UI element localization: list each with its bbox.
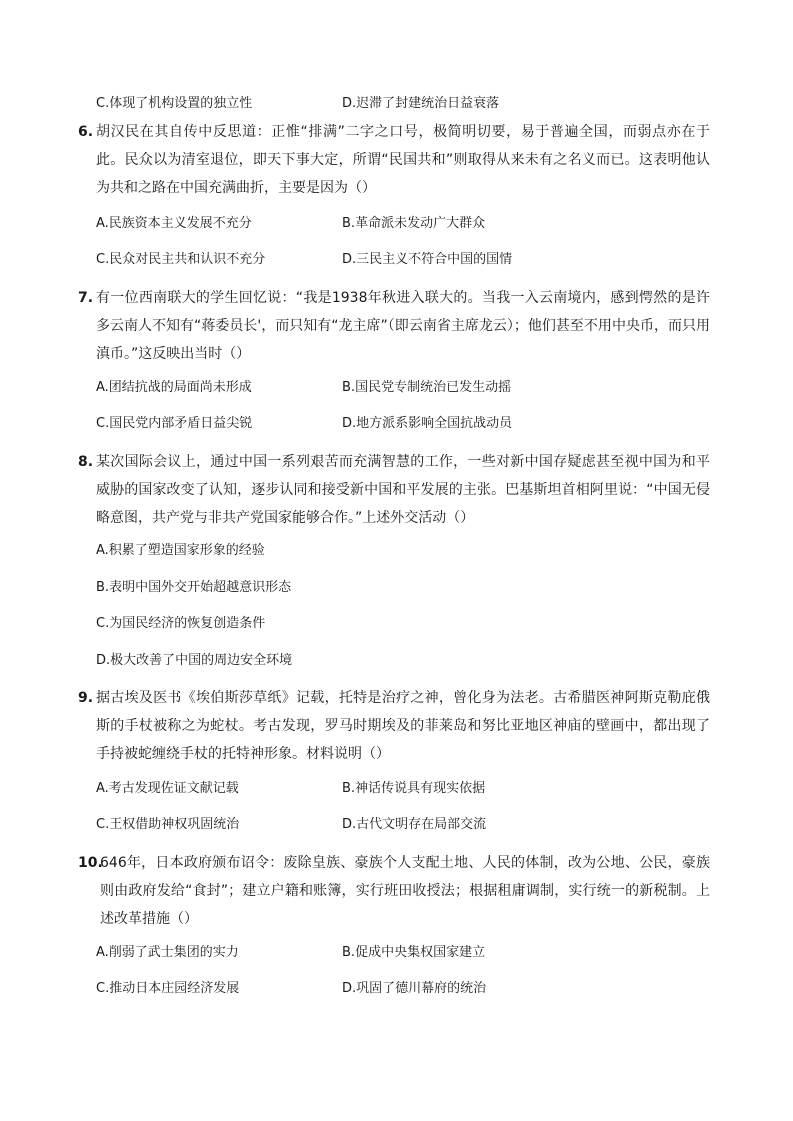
- question-stem: 有一位西南联大的学生回忆说：“我是1938年秋进入联大的。当我一入云南境内，感到愕然的是许多云南人不知有“蒋委员长'，而只知有“龙主席”（即云南省主席龙云）；他们甚至不用中央币，而只用滇币。”这反映出当时（）: [96, 290, 710, 362]
- q9-option-b: B.神话传说具有现实依据: [342, 781, 486, 796]
- question-stem: 据古埃及医书《埃伯斯莎草纸》记载，托特是治疗之神，曾化身为法老。古希腊医神阿斯克勒庇俄斯的手杖被称之为蛇杖。考古发现，罗马时期埃及的菲莱岛和努比亚地区神庙的壁画中，都出现了手持被蛇缠绕手杖的托特神形象。材料说明（）: [96, 690, 710, 762]
- q9-options-row-cd: [96, 813, 716, 837]
- q5-option-c: C.体现了机构设置的独立性: [96, 96, 253, 111]
- q10-option-a: A.削弱了武士集团的实力: [96, 945, 239, 960]
- question-10: [78, 849, 710, 933]
- q10-option-d: D.巩固了德川幕府的统治: [342, 981, 487, 996]
- q7-option-d: D.地方派系影响全国抗战动员: [342, 416, 513, 431]
- question-8: [78, 448, 710, 532]
- q8-option-d: D.极大改善了中国的周边安全环境: [96, 653, 293, 668]
- q7-option-b: B.国民党专制统治已发生动摇: [342, 380, 512, 395]
- q10-option-b: B.促成中央集权国家建立: [342, 945, 486, 960]
- q7-option-a: A.团结抗战的局面尚未形成: [96, 380, 252, 395]
- q9-options-row-ab: [96, 777, 716, 801]
- q7-option-c: C.国民党内部矛盾日益尖锐: [96, 416, 253, 431]
- question-6: [78, 118, 710, 202]
- q8-option-b: B.表明中国外交开始超越意识形态: [96, 580, 292, 595]
- q5-options-row-cd: [96, 92, 716, 116]
- question-number: 10.: [78, 855, 103, 871]
- q9-option-d: D.古代文明存在局部交流: [342, 817, 487, 832]
- q9-option-a: A.考古发现佐证文献记载: [96, 781, 239, 796]
- q6-option-c: C.民众对民主共和认识不充分: [96, 252, 266, 267]
- q10-options-row-ab: [96, 941, 716, 965]
- q10-option-c: C.推动日本庄园经济发展: [96, 981, 240, 996]
- question-stem: 某次国际会议上，通过中国一系列艰苦而充满智慧的工作，一些对新中国存疑虑甚至视中国为和平威胁的国家改变了认知，逐步认同和接受新中国和平发展的主张。巴基斯坦首相阿里说：“中国无侵略意图，共产党与非共产党国家能够合作。”上述外交活动（）: [96, 454, 710, 526]
- q5-option-d: D.迟滞了封建统治日益衰落: [342, 96, 500, 111]
- q8-option-a: A.积累了塑造国家形象的经验: [96, 543, 265, 558]
- q9-option-c: C.王权借助神权巩固统治: [96, 817, 240, 832]
- question-number: 9.: [78, 690, 94, 706]
- q6-options-row-cd: [96, 248, 716, 272]
- q7-options-row-cd: [96, 412, 716, 436]
- q10-options-row-cd: [96, 977, 716, 1001]
- question-number: 6.: [78, 124, 94, 140]
- q8-option-c: C.为国民经济的恢复创造条件: [96, 616, 266, 631]
- question-number: 8.: [78, 454, 94, 470]
- q6-option-d: D.三民主义不符合中国的国情: [342, 252, 513, 267]
- q7-options-row-ab: [96, 376, 716, 400]
- question-7: [78, 284, 710, 368]
- question-stem: 胡汉民在其自传中反思道：正惟“排满”二字之口号，极简明切要，易于普遍全国，而弱点亦在于此。民众以为清室退位，即天下事大定，所谓“民国共和”则取得从来未有之名义而已。这表明他认为共和之路在中国充满曲折，主要是因为（）: [96, 124, 710, 196]
- q6-option-b: B.革命派未发动广大群众: [342, 216, 486, 231]
- question-stem: 646年，日本政府颁布诏令：废除皇族、豪族个人支配土地、人民的体制，改为公地、公民，豪族则由政府发给“食封”；建立户籍和账簿，实行班田收授法；根据租庸调制，实行统一的新税制。上述改革措施（）: [100, 855, 710, 927]
- question-9: [78, 684, 710, 768]
- q6-options-row-ab: [96, 212, 716, 236]
- q6-option-a: A.民族资本主义发展不充分: [96, 216, 252, 231]
- question-number: 7.: [78, 290, 94, 306]
